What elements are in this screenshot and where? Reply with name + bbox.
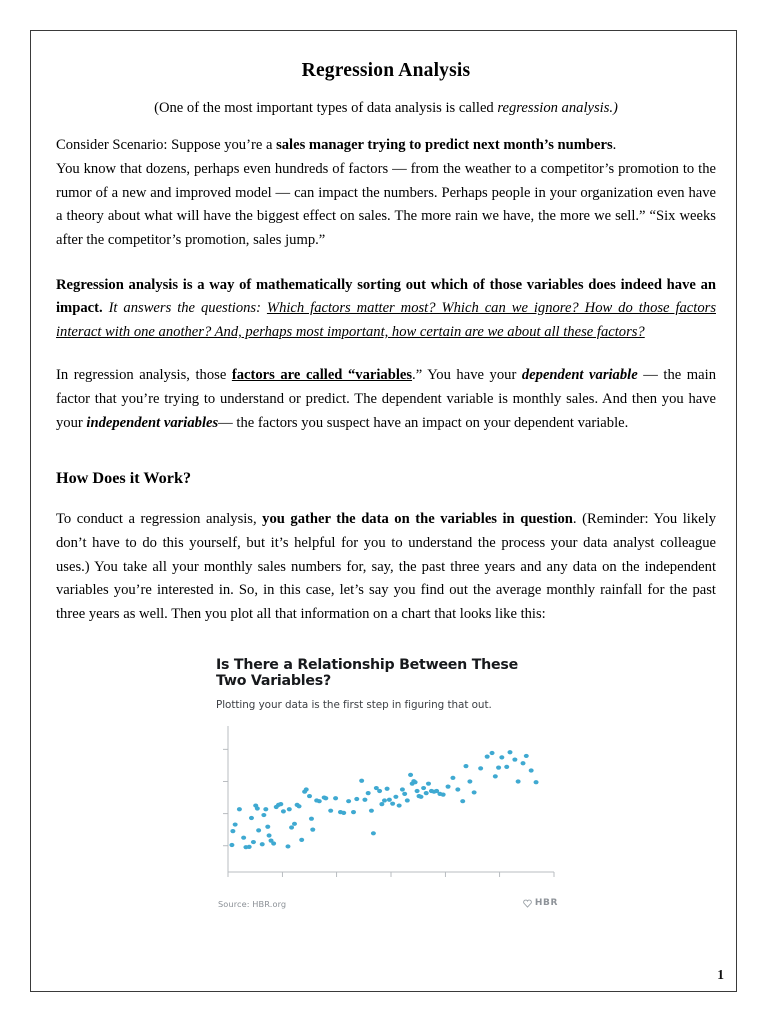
- variables-mid2: — the main factor that you’re trying to understand or predict. The dependent variable is monthly sales. And then you have your: [56, 367, 716, 431]
- method-body: . (Reminder: You likely don’t have to do this yourself, but it’s helpful for you to understand the process your data analyst colleague uses.) You take all your monthly sales numbers for, say, the past three years and any data on the independent variables you’re interested in. So, in this case, let’s say you find out the average monthly rainfall for the past three years as well. Then you plot all that information on a chart that looks like this:: [56, 511, 716, 622]
- scatter-point: [241, 836, 246, 840]
- scatter-point: [278, 802, 283, 806]
- scatter-point: [478, 766, 483, 770]
- scatter-point: [304, 788, 309, 792]
- scatter-point: [309, 817, 314, 821]
- scatter-point: [504, 765, 509, 769]
- scatter-point: [418, 795, 423, 799]
- definition-questions: Which factors matter most? Which can we ignore? How do those factors interact with one another? And, perhaps most important, how certain are we about all these factors?: [56, 300, 716, 340]
- chart-source-label: Source: HBR.org: [218, 899, 287, 910]
- variables-mid1: .” You have your: [412, 367, 522, 384]
- scatter-point: [271, 842, 276, 846]
- subtitle-italic: regression analysis.): [497, 100, 618, 117]
- scatter-plot-area: [216, 722, 558, 888]
- scatter-point: [441, 793, 446, 797]
- scatter-point: [371, 831, 376, 835]
- scatter-point: [267, 834, 272, 838]
- scatter-point: [261, 813, 266, 817]
- paragraph-definition: [56, 274, 716, 345]
- scatter-point: [408, 773, 413, 777]
- scatter-point: [229, 843, 234, 847]
- scatter-point: [385, 787, 390, 791]
- scatter-point: [402, 792, 407, 796]
- scatter-point: [265, 825, 270, 829]
- scatter-point: [467, 779, 472, 783]
- paragraph-scenario: [56, 134, 716, 252]
- hbr-wordmark: HBR: [534, 898, 558, 909]
- scatter-point: [493, 774, 498, 778]
- variables-lead: In regression analysis, those: [56, 367, 232, 384]
- scatter-point: [251, 840, 256, 844]
- scatter-point: [400, 788, 405, 792]
- subtitle-lead: (One of the most important types of data analysis is called: [154, 100, 498, 117]
- scatter-point: [366, 791, 371, 795]
- scatter-point: [328, 809, 333, 813]
- scatter-point: [369, 809, 374, 813]
- scatter-point: [524, 754, 529, 758]
- scatter-point: [377, 789, 382, 793]
- scatter-point: [450, 776, 455, 780]
- scatter-point: [512, 758, 517, 762]
- dependent-variable-term: dependent variable: [521, 367, 638, 384]
- paragraph-variables: [56, 364, 716, 435]
- scatter-point: [390, 802, 395, 806]
- scatter-point: [237, 807, 242, 811]
- scatter-point: [299, 838, 304, 842]
- scatter-point: [446, 785, 451, 789]
- page-title: Regression Analysis: [301, 60, 471, 81]
- scatter-point: [230, 829, 235, 833]
- scenario-body: You know that dozens, perhaps even hundreds of factors — from the weather to a competitor’s promotion to the rumor of a new and improved model — can impact the numbers. Perhaps people in your organization even have a theory about what will have the biggest effect on sales. The more rain we have, the more we sell.” “Six weeks after the competitor’s promotion, sales jump.”: [56, 161, 716, 248]
- scatter-point: [297, 804, 302, 808]
- scatter-point: [529, 769, 534, 773]
- independent-variables-term: independent variables: [86, 414, 219, 431]
- heart-icon: [523, 899, 532, 908]
- scatter-point: [405, 798, 410, 802]
- scatter-point: [359, 779, 364, 783]
- plot-tick-marks: [223, 749, 554, 877]
- scenario-lead: Consider Scenario: Suppose you’re a: [56, 137, 277, 154]
- scatter-point: [455, 788, 460, 792]
- method-lead: To conduct a regression analysis,: [56, 511, 263, 528]
- document-subtitle: [56, 99, 716, 118]
- method-bold: you gather the data on the variables in question: [262, 511, 573, 528]
- scatter-point: [507, 750, 512, 754]
- scatter-point: [534, 780, 539, 784]
- scatter-point: [292, 822, 297, 826]
- scatter-point: [281, 809, 286, 813]
- scatter-point: [341, 811, 346, 815]
- page-number: 1: [717, 967, 724, 982]
- scatter-point: [421, 786, 426, 790]
- scatter-point: [310, 828, 315, 832]
- chart-title: Is There a Relationship Between These Two Variables?: [216, 656, 518, 690]
- scatter-point: [285, 844, 290, 848]
- paragraph-method: [56, 508, 716, 626]
- scatter-point: [521, 761, 526, 765]
- scatter-point: [472, 790, 477, 794]
- variables-term: factors are called “variables: [231, 367, 413, 384]
- scatter-chart-figure: [216, 657, 576, 937]
- variables-tail: — the factors you suspect have an impact on your dependent variable.: [218, 414, 629, 431]
- scatter-point: [382, 798, 387, 802]
- scatter-point: [362, 798, 367, 802]
- scatter-point: [346, 799, 351, 803]
- scatter-point: [255, 806, 260, 810]
- scatter-point: [379, 802, 384, 806]
- scatter-point: [516, 779, 521, 783]
- scatter-point: [387, 798, 392, 802]
- chart-footer: [216, 899, 558, 913]
- scatter-point: [317, 799, 322, 803]
- definition-italic: It answers the questions:: [102, 300, 267, 317]
- chart-subtitle: Plotting your data is the first step in figuring that out.: [216, 699, 492, 712]
- scatter-plot-svg: [216, 722, 558, 888]
- scenario-period: .: [612, 137, 617, 154]
- scatter-point: [233, 823, 238, 827]
- scatter-point: [463, 764, 468, 768]
- scenario-bold: sales manager trying to predict next month’s numbers: [276, 137, 613, 154]
- section-heading-how-does-it-work: How Does it Work?: [56, 469, 192, 488]
- scatter-point: [485, 755, 490, 759]
- scatter-point: [393, 795, 398, 799]
- scatter-point: [289, 825, 294, 829]
- scatter-point: [256, 828, 261, 832]
- scatter-point: [354, 797, 359, 801]
- scatter-point: [413, 780, 418, 784]
- document-page: [30, 30, 737, 992]
- scatter-point: [333, 796, 338, 800]
- scatter-point: [307, 794, 312, 798]
- scatter-point: [496, 766, 501, 770]
- scatter-point: [323, 796, 328, 800]
- scatter-point: [499, 755, 504, 759]
- scatter-point: [287, 807, 292, 811]
- scatter-point: [263, 807, 268, 811]
- scatter-point: [490, 751, 495, 755]
- scatter-point: [397, 804, 402, 808]
- scatter-point: [426, 782, 431, 786]
- scatter-point: [424, 791, 429, 795]
- hbr-logo: [523, 898, 558, 908]
- scatter-point: [460, 799, 465, 803]
- scatter-point: [249, 816, 254, 820]
- definition-bold: Regression analysis is a way of mathematically sorting out which of those variables does indeed have an impact.: [56, 276, 716, 317]
- scatter-point: [260, 842, 265, 846]
- scatter-points: [229, 750, 538, 849]
- scatter-point: [351, 810, 356, 814]
- page-content: [56, 45, 716, 975]
- scatter-point: [415, 789, 420, 793]
- scatter-point: [247, 845, 252, 849]
